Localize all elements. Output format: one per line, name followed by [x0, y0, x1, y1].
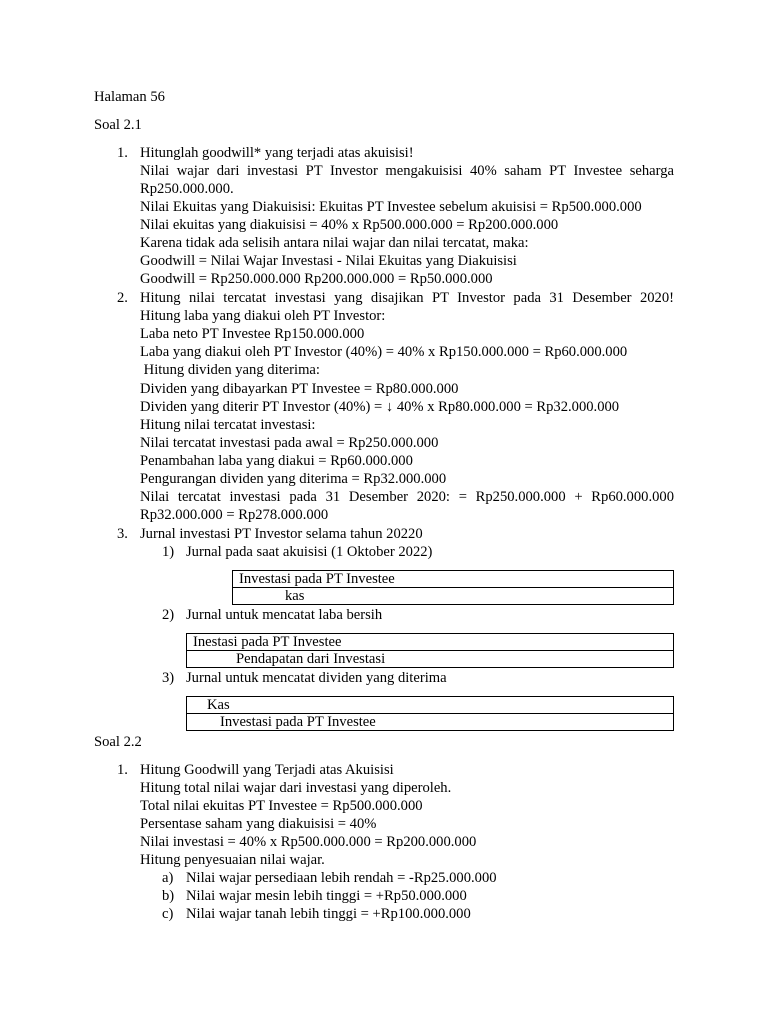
- text-line: Goodwill = Rp250.000.000 Rp200.000.000 = Rp50.000.000: [140, 271, 493, 287]
- sub-list-number: 3): [162, 670, 175, 686]
- sub-list-letter: a): [162, 870, 174, 886]
- text-line: Nilai wajar tanah lebih tinggi = +Rp100.000.000: [186, 906, 471, 922]
- text-line: Nilai investasi = 40% x Rp500.000.000 = Rp200.000.000: [140, 834, 477, 850]
- text-line: Nilai wajar dari investasi PT Investor mengakuisisi 40% saham PT Investee seharga: [140, 163, 674, 179]
- list-number: 1.: [117, 762, 128, 778]
- section-title-soal-2-2: Soal 2.2: [94, 734, 142, 750]
- text-line: Hitung laba yang diakui oleh PT Investor:: [140, 308, 386, 324]
- journal-table-dividend: [186, 696, 674, 731]
- question-title: Hitung nilai tercatat investasi yang disajikan PT Investor pada 31 Desember 2020!: [140, 290, 674, 306]
- text-line: Nilai wajar persediaan lebih rendah = -Rp25.000.000: [186, 870, 497, 886]
- text-line: Dividen yang diterir PT Investor (40%) = ↓ 40% x Rp80.000.000 = Rp32.000.000: [140, 399, 620, 415]
- text-line: Goodwill = Nilai Wajar Investasi - Nilai Ekuitas yang Diakuisisi: [140, 253, 517, 269]
- question-title: Jurnal investasi PT Investor selama tahun 20220: [140, 526, 423, 542]
- journal-label: Jurnal pada saat akuisisi (1 Oktober 2022): [186, 544, 433, 560]
- text-line: Hitung nilai tercatat investasi:: [140, 417, 316, 433]
- journal-table-net-income: [186, 633, 674, 668]
- text-line: Pengurangan dividen yang diterima = Rp32.000.000: [140, 471, 447, 487]
- page-label: Halaman 56: [94, 89, 165, 105]
- list-number: 1.: [117, 145, 128, 161]
- question-title: Hitung Goodwill yang Terjadi atas Akuisisi: [140, 762, 394, 778]
- text-line: Laba neto PT Investee Rp150.000.000: [140, 326, 365, 342]
- text-line: Laba yang diakui oleh PT Investor (40%) = 40% x Rp150.000.000 = Rp60.000.000: [140, 344, 628, 360]
- journal-table-acquisition: [232, 570, 674, 605]
- journal-debit-account: Inestasi pada PT Investee: [187, 634, 674, 651]
- list-number: 2.: [117, 290, 128, 306]
- text-line: Hitung total nilai wajar dari investasi yang diperoleh.: [140, 780, 452, 796]
- sub-list-number: 1): [162, 544, 175, 560]
- text-line: Karena tidak ada selisih antara nilai wajar dan nilai tercatat, maka:: [140, 235, 529, 251]
- question-title: Hitunglah goodwill* yang terjadi atas akuisisi!: [140, 145, 414, 161]
- text-line: Hitung penyesuaian nilai wajar.: [140, 852, 325, 868]
- text-line: Rp32.000.000 = Rp278.000.000: [140, 507, 329, 523]
- text-line: Rp250.000.000.: [140, 181, 234, 197]
- journal-credit-account: kas: [233, 588, 674, 605]
- text-line: Penambahan laba yang diakui = Rp60.000.000: [140, 453, 413, 469]
- journal-debit-account: Kas: [187, 697, 674, 714]
- journal-label: Jurnal untuk mencatat laba bersih: [186, 607, 383, 623]
- section-title-soal-2-1: Soal 2.1: [94, 117, 142, 133]
- text-line: Nilai Ekuitas yang Diakuisisi: Ekuitas PT Investee sebelum akuisisi = Rp500.000.000: [140, 199, 642, 215]
- list-number: 3.: [117, 526, 128, 542]
- text-line: Persentase saham yang diakuisisi = 40%: [140, 816, 377, 832]
- sub-list-number: 2): [162, 607, 175, 623]
- sub-list-letter: c): [162, 906, 174, 922]
- text-line: Dividen yang dibayarkan PT Investee = Rp80.000.000: [140, 381, 459, 397]
- journal-debit-account: Investasi pada PT Investee: [233, 571, 674, 588]
- sub-list-letter: b): [162, 888, 175, 904]
- text-line: Nilai ekuitas yang diakuisisi = 40% x Rp500.000.000 = Rp200.000.000: [140, 217, 559, 233]
- text-line: Nilai tercatat investasi pada 31 Desember 2020: = Rp250.000.000 + Rp60.000.000: [140, 489, 674, 505]
- text-line: Nilai tercatat investasi pada awal = Rp250.000.000: [140, 435, 439, 451]
- text-line: Hitung dividen yang diterima:: [140, 362, 320, 378]
- journal-credit-account: Investasi pada PT Investee: [187, 714, 674, 731]
- text-line: Nilai wajar mesin lebih tinggi = +Rp50.000.000: [186, 888, 467, 904]
- journal-credit-account: Pendapatan dari Investasi: [187, 651, 674, 668]
- journal-label: Jurnal untuk mencatat dividen yang diterima: [186, 670, 447, 686]
- text-line: Total nilai ekuitas PT Investee = Rp500.000.000: [140, 798, 423, 814]
